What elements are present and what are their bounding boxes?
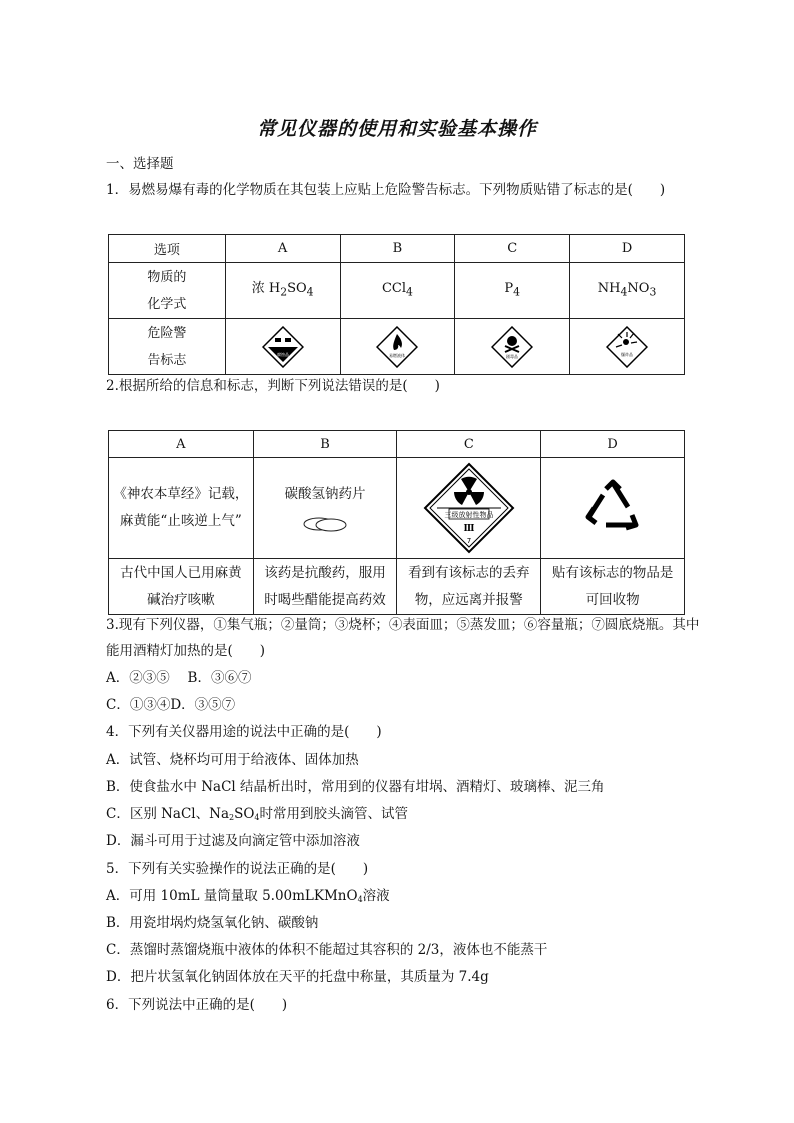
formula-sub: 4 [513, 285, 521, 299]
q5-option-d: D．把片状氢氧化钠固体放在天平的托盘中称量，其质量为 7.4g [106, 969, 489, 985]
cell-b-statement [253, 559, 397, 615]
explosive-sign-icon [606, 326, 648, 368]
option-text: 时常用到胶头滴管、试管 [259, 806, 409, 822]
table-header-cell: 选项 [109, 235, 226, 263]
recycle-icon [584, 479, 642, 537]
formula-sub: 4 [406, 285, 413, 299]
sign-cell-c [455, 319, 570, 375]
row-label-line: 物质的 [147, 269, 187, 285]
formula-sub: 2 [229, 813, 235, 822]
formula-cell-b [340, 263, 455, 319]
corrosive-sign-icon [262, 326, 304, 368]
cell-line: 麻黄能“止咳逆上气” [119, 513, 242, 529]
cell-line: 该药是抗酸药，服用 [264, 564, 386, 581]
row-label-line: 化学式 [147, 296, 187, 312]
table-header-cell: A [109, 431, 254, 458]
formula-sub: 4 [306, 285, 314, 299]
table-header-cell: D [541, 431, 685, 458]
cell-line: 古代中国人已用麻黄 [120, 564, 242, 581]
cell-a-statement [109, 559, 254, 615]
formula-sub: 4 [620, 285, 628, 299]
table-header-cell: B [340, 235, 455, 263]
table-header-cell: B [253, 431, 397, 458]
q4-option-c [106, 804, 408, 828]
cell-d-statement [541, 559, 685, 615]
row-label-line: 告标志 [147, 352, 187, 368]
sign-cell-a [225, 319, 340, 375]
cell-line: 贴有该标志的物品是 [551, 564, 674, 581]
q3-stem-line1: 3.现有下列仪器，①集气瓶；②量筒；③烧杯；④表面皿；⑤蒸发皿；⑥容量瓶；⑦圆底烧瓶。其中 [106, 617, 700, 633]
cell-line: 时喝些醋能提高药效 [264, 591, 386, 608]
section-heading: 一、选择题 [106, 156, 174, 172]
skull-poison-sign-icon [491, 326, 533, 368]
q1-table [108, 234, 685, 375]
radioactive-sign-icon [423, 462, 515, 554]
row-label-line: 危险警 [147, 325, 187, 341]
q5-option-b: B．用瓷坩埚灼烧氢氧化钠、碳酸钠 [106, 915, 319, 931]
q5-option-a [106, 886, 390, 910]
cell-line: 物，应远离并报警 [414, 591, 523, 608]
q5-option-c: C．蒸馏时蒸馏烧瓶中液体的体积不能超过其容积的 2/3，液体也不能蒸干 [106, 942, 548, 958]
q4-option-a: A．试管、烧杯均可用于给液体、固体加热 [106, 752, 359, 768]
q2-stem: 2.根据所给的信息和标志，判断下列说法错误的是( ) [106, 378, 440, 394]
formula-text: 浓 H [251, 281, 281, 297]
q6-stem: 6．下列说法中正确的是( ) [106, 997, 288, 1013]
formula-text: SO [287, 281, 307, 297]
cell-a-info [109, 458, 254, 559]
formula-cell-a [225, 263, 340, 319]
q3-options-1: A．②③⑤ B．③⑥⑦ [106, 670, 252, 686]
formula-text: P [504, 281, 514, 297]
row-label-formula [109, 263, 226, 319]
row-label-sign [109, 319, 226, 375]
cell-b-info [253, 458, 397, 559]
cell-line: 《神农本草经》记载， [113, 486, 249, 502]
q5-stem: 5．下列有关实验操作的说法正确的是( ) [106, 861, 369, 877]
sign-numeral: Ⅲ [463, 524, 475, 534]
cell-line: 碱治疗咳嗽 [147, 591, 215, 608]
table-header-cell: C [455, 235, 570, 263]
table-header-cell: C [397, 431, 541, 458]
cell-line: 看到有该标志的丢弃 [408, 564, 530, 581]
formula-text: NH [597, 281, 621, 297]
q1-stem: 1．易燃易爆有毒的化学物质在其包装上应贴上危险警告标志。下列物质贴错了标志的是( ) [106, 182, 666, 198]
flammable-sign-icon [376, 326, 418, 368]
q4-stem: 4．下列有关仪器用途的说法中正确的是( ) [106, 724, 382, 740]
sign-caption: 三级放射性物品 [444, 511, 494, 519]
q2-table [108, 430, 685, 615]
sign-class-number: 7 [466, 537, 472, 545]
cell-line: 可回收物 [585, 591, 640, 608]
option-text: 溶液 [362, 888, 390, 904]
q4-option-b: B．使食盐水中 NaCl 结晶析出时，常用到的仪器有坩埚、酒精灯、玻璃棒、泥三角 [106, 779, 605, 795]
sign-caption: 腐蚀品 [276, 351, 289, 357]
q3-options-2: C．①③④D．③⑤⑦ [106, 697, 236, 713]
sign-cell-b [340, 319, 455, 375]
cell-d-sign [541, 458, 685, 559]
formula-cell-c [455, 263, 570, 319]
formula-text: NO [627, 281, 650, 297]
cell-c-sign [397, 458, 541, 559]
formula-cell-d [570, 263, 685, 319]
formula-sub: 3 [649, 285, 657, 299]
cell-c-statement [397, 559, 541, 615]
option-text: C．区别 NaCl、Na [106, 806, 229, 822]
sign-caption: 剧毒品 [506, 353, 519, 359]
option-text: A．可用 10mL 量筒量取 5.00mLKMnO [106, 888, 358, 904]
table-header-cell: A [225, 235, 340, 263]
tablets-icon [300, 512, 350, 536]
formula-sub: 2 [280, 285, 288, 299]
q3-stem-line2: 能用酒精灯加热的是( ) [106, 643, 266, 659]
table-header-cell: D [570, 235, 685, 263]
sign-caption: 爆炸品 [621, 351, 634, 357]
formula-text: CCl [381, 281, 407, 297]
option-text: SO [234, 806, 255, 822]
cell-line: 碳酸氢钠药片 [284, 485, 366, 502]
formula-sub: 4 [254, 813, 260, 822]
sign-cell-d [570, 319, 685, 375]
sign-caption: 易燃液体 [389, 352, 406, 358]
formula-sub: 4 [357, 895, 363, 904]
page-title: 常见仪器的使用和实验基本操作 [256, 118, 537, 140]
q4-option-d: D．漏斗可用于过滤及向滴定管中添加溶液 [106, 833, 360, 849]
